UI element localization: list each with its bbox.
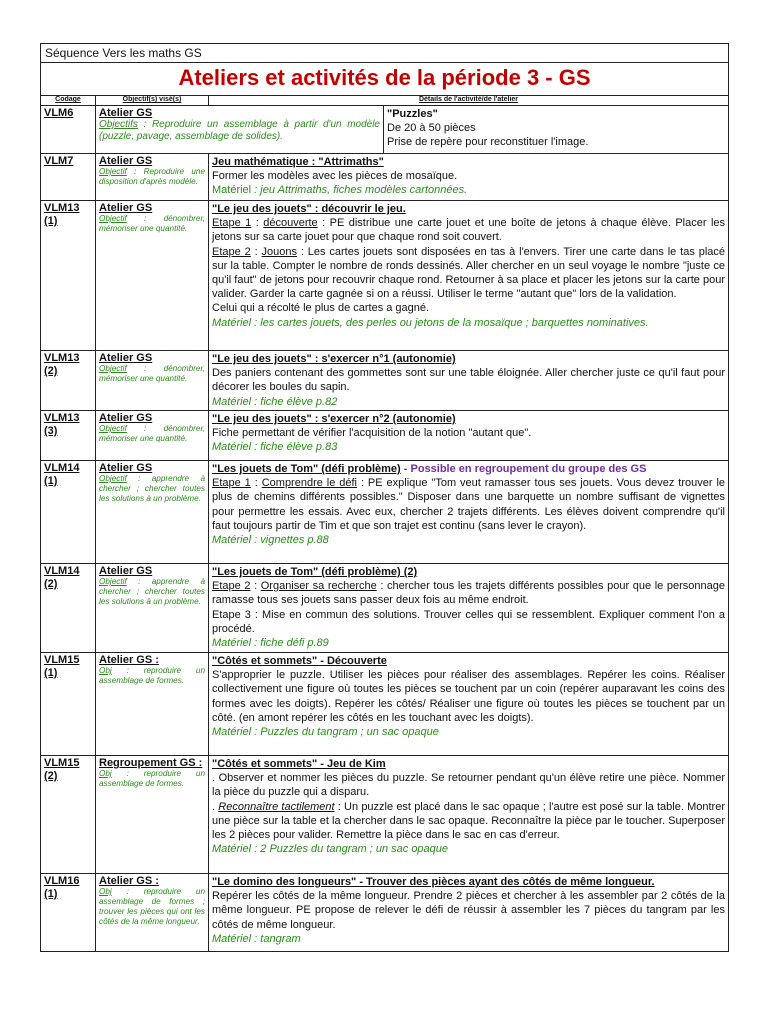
atelier-label: Atelier GS bbox=[99, 462, 153, 474]
material-line: Matériel : tangram bbox=[212, 932, 301, 945]
objective-body: : dénombrer, mémoriser une quantité. bbox=[99, 214, 205, 233]
table-row bbox=[41, 461, 729, 564]
row-details bbox=[209, 351, 729, 411]
step-1 bbox=[212, 216, 725, 244]
detail-line: Former les modèles avec les pièces de mosaïque. bbox=[212, 170, 458, 183]
objective-text bbox=[99, 214, 205, 234]
code-sub: (2) bbox=[44, 578, 58, 590]
row-details bbox=[209, 201, 729, 351]
detail-line: S'approprier le puzzle. Utiliser les pièces pour réaliser des assemblages. Repérer les coins. Réaliser collectivement une figure où toutes les pièces se touchent par un coin (repérer auparavant les coins des formes avec les doigts). Repérer les côtés/ Réaliser une figure où toutes les pièces se touchent par un côté. (en amont repérer les côtés en les touchant avec les doigts). bbox=[212, 669, 725, 724]
row-details bbox=[209, 411, 729, 461]
objective-body: : apprendre à chercher ; chercher toutes les solutions à un problème. bbox=[99, 474, 205, 503]
detail-line: . Observer et nommer les pièces du puzzle. Se retourner pendant qu'un élève retire une pièce. Nommer la pièce du puzzle qui a disparu. bbox=[212, 772, 725, 799]
atelier-label: Atelier GS bbox=[99, 352, 153, 364]
step-sep: : bbox=[250, 477, 262, 490]
code-sub: (3) bbox=[44, 425, 58, 437]
detail-line: Celui qui a récolté le plus de cartes a gagné. bbox=[212, 302, 430, 315]
page-title: Ateliers et activités de la période 3 - GS bbox=[41, 63, 729, 96]
code-label: VLM14 bbox=[44, 565, 80, 577]
header-details: Détails de l'activité/de l'atelier bbox=[209, 96, 729, 106]
objective-key: Objectif bbox=[99, 424, 127, 433]
code-label: VLM15 bbox=[44, 654, 80, 666]
header-objectifs: Objectif(s) visé(s) bbox=[96, 96, 209, 106]
material-line: Matériel : Puzzles du tangram ; un sac opaque bbox=[212, 726, 439, 739]
material-line: Matériel : vignettes p.88 bbox=[212, 534, 329, 547]
objective-body: : reproduire un assemblage de formes. bbox=[99, 769, 205, 788]
code-sub: (2) bbox=[44, 770, 58, 782]
objective-key: Objectifs bbox=[99, 119, 138, 130]
row-details bbox=[209, 756, 729, 874]
activity-heading: "Les jouets de Tom" (défi problème) bbox=[212, 463, 401, 475]
row-code bbox=[41, 874, 96, 952]
row-objective bbox=[96, 106, 384, 154]
code-label: VLM14 bbox=[44, 462, 80, 474]
activity-heading: "Le jeu des jouets" : s'exercer n°1 (autonomie) bbox=[212, 353, 456, 365]
objective-text bbox=[99, 364, 205, 384]
activity-heading: "Le jeu des jouets" : découvrir le jeu. bbox=[212, 203, 406, 215]
row-objective bbox=[96, 874, 209, 952]
atelier-label: Atelier GS : bbox=[99, 654, 159, 666]
activity-heading: Jeu mathématique : "Attrimaths" bbox=[212, 156, 384, 168]
code-label: VLM13 bbox=[44, 352, 80, 364]
row-code bbox=[41, 154, 96, 201]
step-label: Etape 2 bbox=[212, 245, 251, 258]
step-text: : chercher tous les trajets différents possibles pour que le personnage ramasse tous ses jouets sans passer deux fois au même endroit. bbox=[212, 580, 725, 607]
row-objective bbox=[96, 154, 209, 201]
step-2 bbox=[212, 245, 725, 302]
step-text: : Les cartes jouets sont disposées en tas à l'envers. Tirer une carte dans le tas placé sur la table. Compter le nombre de ronds dessinés. Aller chercher en un seul voyage le nombre "juste ce qu'il faut" de jetons pour recouvrir chaque rond. Retourner à sa place et placer les jetons sur la carte pour valider. Garder la carte gagnée si on a réussi. Utiliser le terme "autant que" lors de la validation. bbox=[212, 245, 726, 301]
row-details bbox=[209, 564, 729, 653]
activity-heading: "Puzzles" bbox=[387, 108, 438, 120]
material-line: Matériel : fiche élève p.83 bbox=[212, 441, 338, 454]
objective-key: Objectif bbox=[99, 474, 127, 483]
row-code bbox=[41, 201, 96, 351]
objective-key: Obj bbox=[99, 666, 112, 675]
objective-body: : dénombrer, mémoriser une quantité. bbox=[99, 424, 205, 443]
row-details bbox=[209, 653, 729, 756]
material-line: Matériel : 2 Puzzles du tangram ; un sac opaque bbox=[212, 843, 449, 856]
material-text: : jeu Attrimaths, fiches modèles cartonnées. bbox=[251, 184, 468, 197]
row-code bbox=[41, 351, 96, 411]
objective-body: : apprendre à chercher ; chercher toutes les solutions à un problème. bbox=[99, 577, 205, 606]
objective-body: : reproduire un assemblage de formes ; trouver les pièces qui ont les côtés de la même longueur. bbox=[99, 887, 205, 926]
code-label: VLM13 bbox=[44, 202, 80, 214]
table-row bbox=[41, 564, 729, 653]
atelier-label: Atelier GS bbox=[99, 412, 153, 424]
table-row bbox=[41, 351, 729, 411]
objective-body: : Reproduire un assemblage à partir d'un modèle (puzzle, pavage, assemblage de solides). bbox=[99, 119, 380, 142]
row-objective bbox=[96, 564, 209, 653]
objective-key: Obj bbox=[99, 887, 112, 896]
material-line bbox=[212, 183, 725, 197]
row-code bbox=[41, 564, 96, 653]
code-label: VLM13 bbox=[44, 412, 80, 424]
objective-text bbox=[99, 666, 205, 686]
atelier-label: Atelier GS bbox=[99, 155, 153, 167]
activity-heading: "Côtés et sommets" - Jeu de Kim bbox=[212, 758, 386, 770]
objective-text bbox=[99, 167, 205, 187]
objective-text bbox=[99, 769, 205, 789]
material-line: Matériel : les cartes jouets, des perles ou jetons de la mosaïque ; barquettes nominatives. bbox=[212, 316, 649, 329]
row-objective bbox=[96, 461, 209, 564]
detail-line: Repérer les côtés de la même longueur. Prendre 2 pièces et chercher à les assembler par 2 côtés de la même longueur. PE propose de relever le défi de réussir à assembler les 7 pièces du tangram par les côtés de même longueur. bbox=[212, 890, 725, 931]
row-objective bbox=[96, 411, 209, 461]
table-row bbox=[41, 201, 729, 351]
step-3: Etape 3 : Mise en commun des solutions. Trouver celles qui se ressemblent. Expliquer comment l'on a procédé. bbox=[212, 608, 725, 635]
row-details bbox=[209, 874, 729, 952]
table-row bbox=[41, 653, 729, 756]
activities-table bbox=[40, 43, 729, 952]
objective-key: Objectif bbox=[99, 577, 127, 586]
step-label: Etape 1 bbox=[212, 217, 252, 230]
objective-key: Objectif bbox=[99, 214, 127, 223]
code-sub: (1) bbox=[44, 667, 58, 679]
activity-heading: "Le domino des longueurs" - Trouver des pièces ayant des côtés de même longueur. bbox=[212, 876, 655, 888]
activity-heading: "Les jouets de Tom" (défi problème) (2) bbox=[212, 566, 418, 578]
objective-key: Objectif bbox=[99, 364, 127, 373]
code-label: VLM6 bbox=[44, 107, 74, 119]
sequence-label: Séquence Vers les maths GS bbox=[41, 44, 729, 63]
document-page bbox=[40, 43, 728, 952]
objective-text bbox=[99, 474, 205, 504]
table-row bbox=[41, 411, 729, 461]
step-text: : PE distribue une carte jouet et une boîte de jetons à chaque élève. Placer les jetons sur sa carte jouet pour que chaque rond soit couvert. bbox=[212, 217, 726, 244]
step-key: Comprendre le défi bbox=[261, 477, 358, 490]
atelier-label: Atelier GS : bbox=[99, 875, 159, 887]
detail-line: Prise de repère pour reconstituer l'image. bbox=[387, 136, 589, 149]
step-1 bbox=[212, 476, 725, 533]
step-key: Jouons bbox=[261, 245, 298, 258]
objective-body: : Reproduire une disposition d'après modèle. bbox=[99, 167, 205, 186]
table-row bbox=[41, 154, 729, 201]
header-codage: Codage bbox=[41, 96, 96, 106]
step-2 bbox=[212, 579, 725, 607]
objective-text bbox=[99, 119, 380, 143]
row-code bbox=[41, 106, 96, 154]
atelier-label: Atelier GS bbox=[99, 565, 153, 577]
detail-line: De 20 à 50 pièces bbox=[387, 122, 476, 135]
table-header bbox=[41, 96, 729, 106]
row-objective bbox=[96, 653, 209, 756]
table-row bbox=[41, 106, 729, 154]
detail-line: Fiche permettant de vérifier l'acquisition de la notion "autant que". bbox=[212, 427, 532, 440]
heading-separator: - bbox=[400, 463, 411, 475]
row-code bbox=[41, 653, 96, 756]
step-sep: : bbox=[250, 580, 261, 593]
objective-text bbox=[99, 424, 205, 444]
code-sub: (1) bbox=[44, 888, 58, 900]
code-sub: (2) bbox=[44, 365, 58, 377]
objective-body: : reproduire un assemblage de formes. bbox=[99, 666, 205, 685]
table-row bbox=[41, 756, 729, 874]
row-objective bbox=[96, 201, 209, 351]
code-label: VLM15 bbox=[44, 757, 80, 769]
detail-key: Reconnaître tactilement bbox=[218, 800, 335, 813]
activity-heading: "Le jeu des jouets" : s'exercer n°2 (autonomie) bbox=[212, 413, 456, 425]
atelier-label: Atelier GS bbox=[99, 107, 153, 119]
row-objective bbox=[96, 756, 209, 874]
step-label: Etape 1 bbox=[212, 477, 251, 490]
row-objective bbox=[96, 351, 209, 411]
material-line: Matériel : fiche défi p.89 bbox=[212, 637, 329, 650]
row-details bbox=[209, 461, 729, 564]
step-key: découverte bbox=[263, 217, 318, 230]
row-code bbox=[41, 461, 96, 564]
objective-key: Objectif bbox=[99, 167, 127, 176]
objective-text bbox=[99, 887, 205, 927]
code-sub: (1) bbox=[44, 475, 58, 487]
objective-text bbox=[99, 577, 205, 607]
row-details bbox=[384, 106, 729, 154]
step-sep: : bbox=[251, 217, 264, 230]
code-sub: (1) bbox=[44, 215, 58, 227]
code-label: VLM7 bbox=[44, 155, 74, 167]
row-code bbox=[41, 756, 96, 874]
objective-body: : dénombrer, mémoriser une quantité. bbox=[99, 364, 205, 383]
row-code bbox=[41, 411, 96, 461]
table-row bbox=[41, 874, 729, 952]
detail-line bbox=[212, 800, 725, 843]
material-key: Matériel bbox=[212, 184, 252, 197]
atelier-label: Regroupement GS : bbox=[99, 757, 203, 769]
detail-text: : Un puzzle est placé dans le sac opaque ; l'autre est posé sur la table. Montrer une pièce sur la table et la chercher dans le sac opaque. Reconnaître la pièce par le toucher. Superposer les 2 pièces pour valider. Remettre la pièce dans le sac en cas d'erreur. bbox=[212, 800, 725, 842]
material-line: Matériel : fiche élève p.82 bbox=[212, 395, 338, 408]
step-text: : PE explique "Tom veut ramasser tous ses jouets. Vous devez trouver le plus de chemins différents possibles." Disposer dans une barquette un nombre suffisant de vignettes pour permettre les essais. Avec eux, chercher 2 trajets différents. Les élèves doivent comprendre qu'il faut toujours partir de Tim et que son trajet est continu (sans lever le crayon). bbox=[212, 477, 726, 532]
objective-key: Obj bbox=[99, 769, 112, 778]
detail-line: Des paniers contenant des gommettes sont sur une table éloignée. Aller chercher juste ce qu'il faut pour décorer les boules du sapin. bbox=[212, 367, 725, 394]
bullet-prefix: . bbox=[212, 800, 219, 813]
code-label: VLM16 bbox=[44, 875, 80, 887]
row-details bbox=[209, 154, 729, 201]
activity-heading: "Côtés et sommets" - Découverte bbox=[212, 655, 387, 667]
step-label: Etape 2 bbox=[212, 580, 251, 593]
step-sep: : bbox=[250, 245, 262, 258]
atelier-label: Atelier GS bbox=[99, 202, 153, 214]
heading-note: Possible en regroupement du groupe des GS bbox=[410, 463, 647, 475]
step-key: Organiser sa recherche bbox=[260, 580, 377, 593]
